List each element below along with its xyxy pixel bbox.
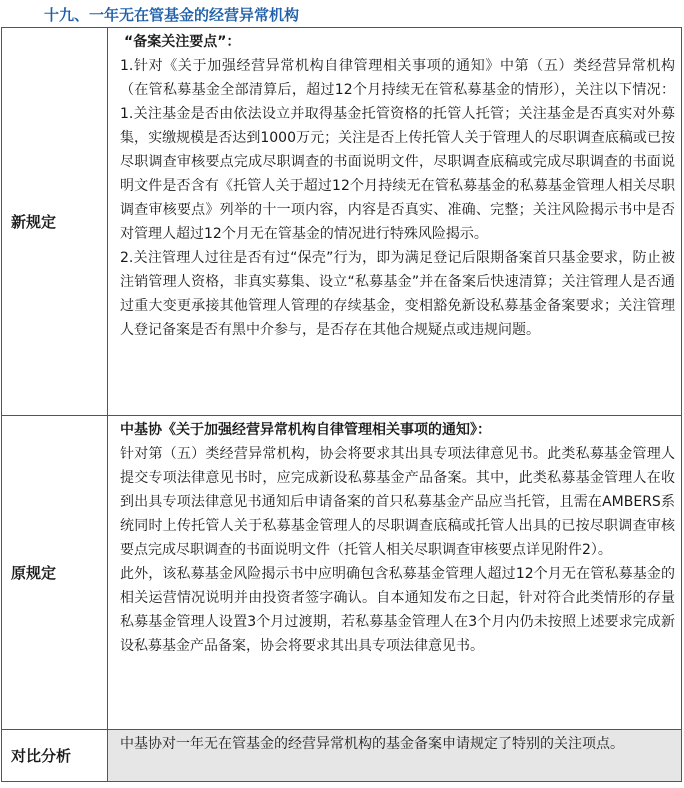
row-label-old: 原规定 (2, 416, 108, 730)
analysis-paragraph: 中基协对一年无在管基金的经营异常机构的基金备案申请规定了特别的关注项点。 (120, 736, 624, 752)
table-row (2, 28, 682, 416)
row-label-new: 新规定 (2, 28, 108, 416)
new-rule-paragraph-2: 2.关注管理人过往是否有过“保壳”行为，即为满足登记后限期备案首只基金要求，防止被注销管理人资格，非真实募集、设立“私募基金”并在备案后快速清算；关注管理人是否通过重大变更承接其他管理人管理的存续基金，变相豁免新设私募基金备案要求；关注管理人登记备案是否有黑中介参与，是否存在其他合规疑点或违规问题。 (120, 250, 675, 338)
row-label-analysis: 对比分析 (2, 730, 108, 782)
old-rule-paragraph-2: 此外，该私募基金风险揭示书中应明确包含私募基金管理人超过12个月无在管私募基金的相关运营情况说明并由投资者签字确认。自本通知发布之日起，针对符合此类情形的存量私募基金管理人设置3个月过渡期，若私募基金管理人在3个月内仍未按照上述要求完成新设私募基金产品备案，协会将要求其出具专项法律意见书。 (120, 566, 675, 654)
comparison-table (1, 27, 682, 782)
row-content-old (108, 416, 682, 730)
section-title: 十九、一年无在管基金的经营异常机构 (44, 6, 300, 24)
table-row (2, 416, 682, 730)
old-rule-paragraph-1: 针对第（五）类经营异常机构，协会将要求其出具专项法律意见书。此类私募基金管理人提交专项法律意见书时，应完成新设私募基金产品备案。其中，此类私募基金管理人在收到出具专项法律意见书通知后申请备案的首只私募基金产品应当托管，且需在AMBERS系统同时上传托管人关于私募基金管理人的尽职调查底稿或托管人出具的已按尽职调查审核要点完成尽职调查的书面说明文件（托管人相关尽职调查审核要点详见附件2）。 (120, 446, 675, 558)
new-rule-heading: “备案关注要点”： (124, 34, 241, 50)
old-rule-heading: 中基协《关于加强经营异常机构自律管理相关事项的通知》： (120, 422, 491, 438)
row-content-analysis (108, 730, 682, 782)
row-content-new (108, 28, 682, 416)
table-row (2, 730, 682, 782)
new-rule-paragraph-1: 1.针对《关于加强经营异常机构自律管理相关事项的通知》中第（五）类经营异常机构（在管私募基金全部清算后，超过12个月持续无在管私募基金的情形），关注以下情况：1.关注基金是否由依法设立并取得基金托管资格的托管人托管；关注基金是否真实对外募集，实缴规模是否达到1000万元；关注是否上传托管人关于管理人的尽职调查底稿或已按尽职调查审核要点完成尽职调查的书面说明文件，尽职调查底稿或完成尽职调查的书面说明文件是否含有《托管人关于超过12个月持续无在管私募基金的私募基金管理人相关尽职调查审核要点》列举的十一项内容，内容是否真实、准确、完整；关注风险揭示书中是否对管理人超过12个月无在管基金的情况进行特殊风险揭示。 (120, 58, 675, 242)
